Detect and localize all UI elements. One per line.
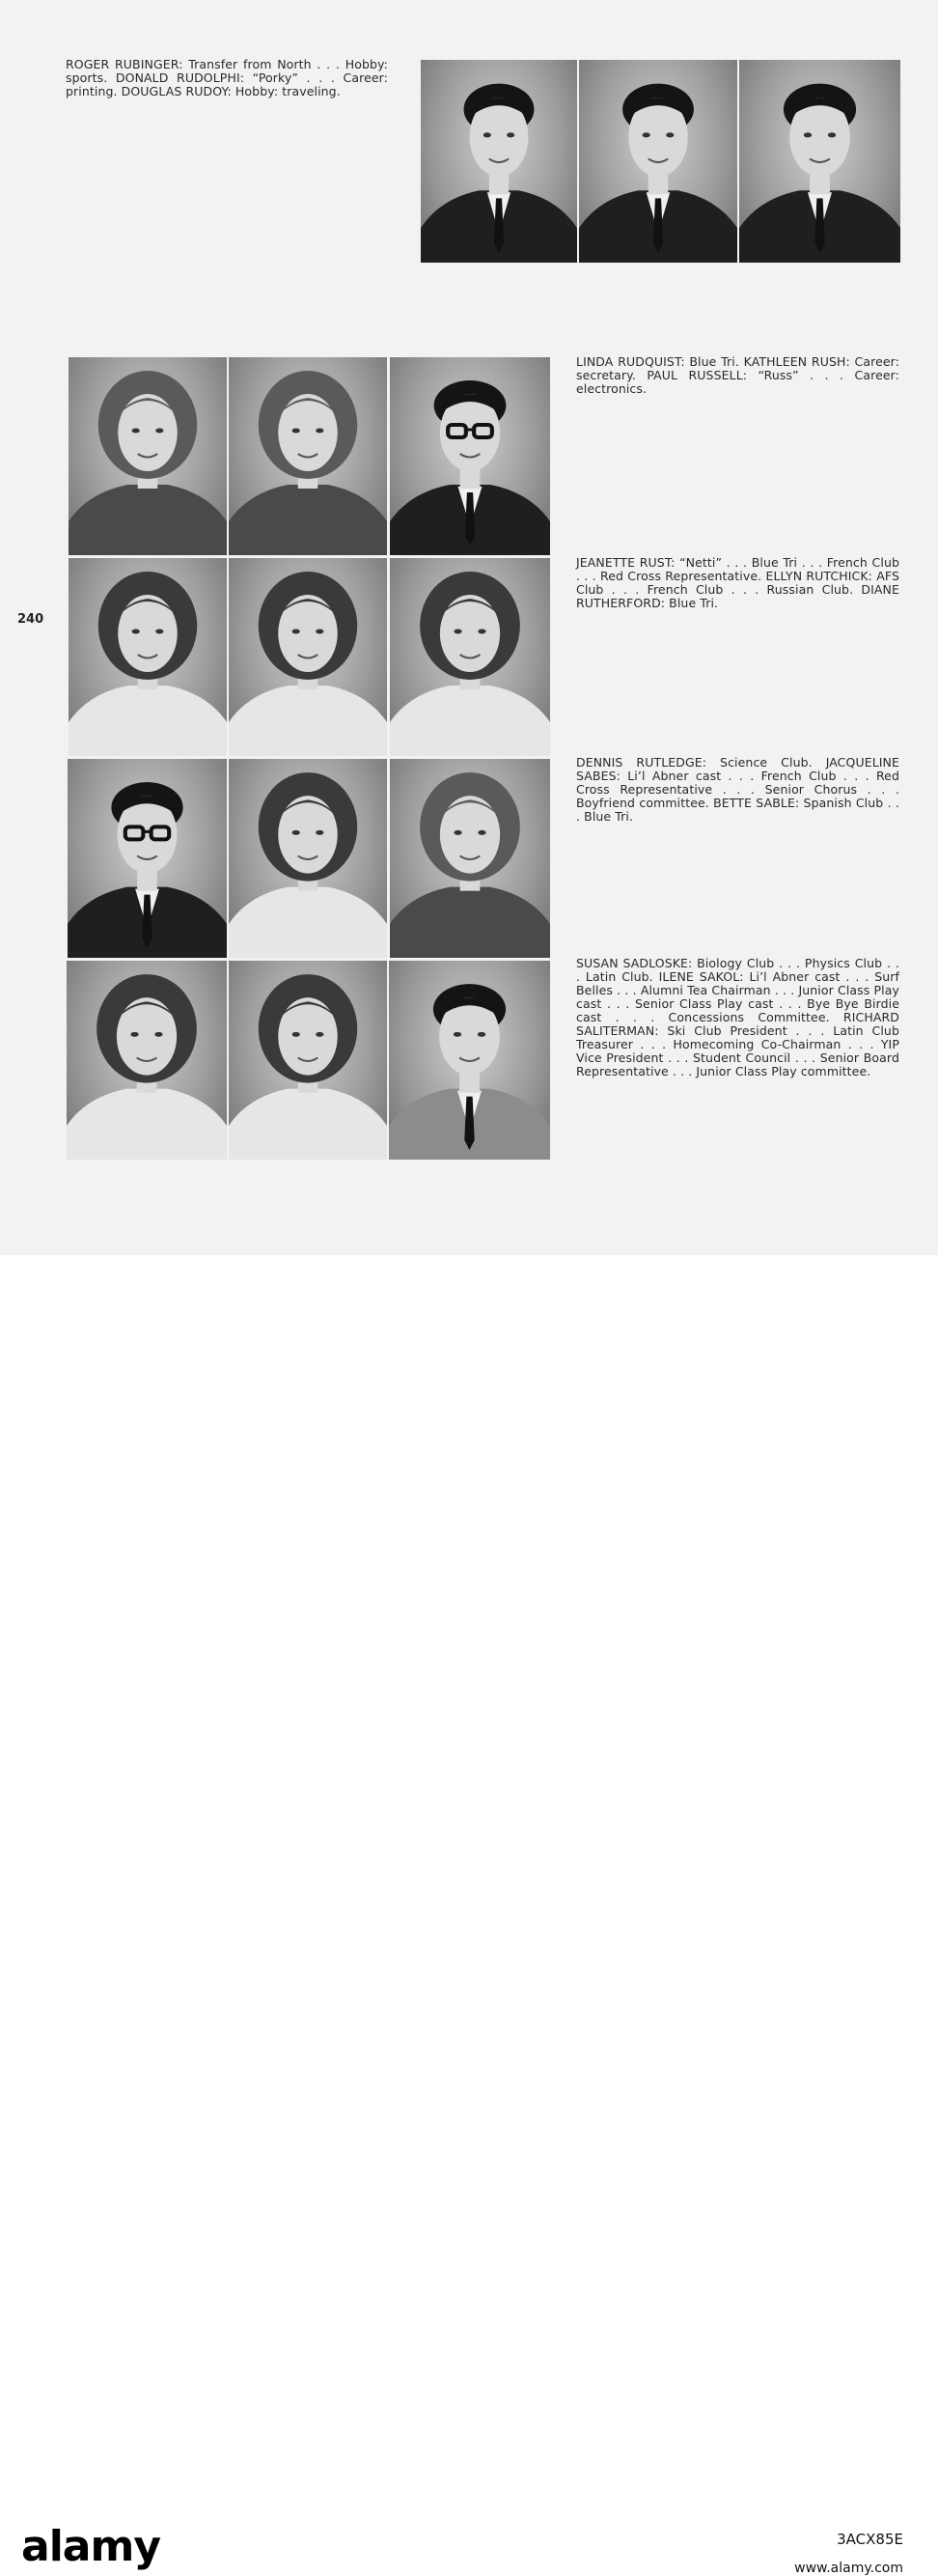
portrait-photo <box>229 357 387 555</box>
portrait-photo <box>69 357 227 555</box>
portrait-photo <box>390 357 550 555</box>
portrait-photo <box>579 60 737 263</box>
caption-row-4: SUSAN SADLOSKE: Biology Club . . . Physics Club . . . Latin Club. ILENE SAKOL: Li’l Abner cast . . . Surf Belles . . . Alumni Tea Chairman . . . Junior Class Play cast . . . Senior Class Play cast . . . Bye Bye Birdie cast . . . Concessions Committee. RICHARD SALITERMAN: Ski Club President . . . Latin Club Treasurer . . . Homecoming Co-Chairman . . . YIP Vice President . . . Student Council . . . Senior Board Representative . . . Junior Class Play committee. <box>576 956 899 1078</box>
portrait-photo <box>390 558 550 756</box>
portrait-photo <box>390 759 550 958</box>
page-number: 240 <box>17 612 44 627</box>
portrait-photo <box>229 558 387 756</box>
yearbook-page <box>0 0 938 1255</box>
portrait-photo <box>68 759 227 958</box>
portrait-photo <box>229 961 387 1160</box>
image-id: 3ACX85E <box>837 2531 903 2548</box>
watermark-footer <box>0 1255 938 2576</box>
caption-row-1: LINDA RUDQUIST: Blue Tri. KATHLEEN RUSH: Career: secretary. PAUL RUSSELL: “Russ” . . . Career: electronics. <box>576 354 899 396</box>
caption-row-3: DENNIS RUTLEDGE: Science Club. JACQUELINE SABES: Li’l Abner cast . . . French Club . . . Red Cross Representative . . . Senior Chorus . . . Boyfriend committee. BETTE SABLE: Spanish Club . . . Blue Tri. <box>576 755 899 824</box>
brand-logo: alamy <box>21 2522 160 2571</box>
portrait-photo <box>69 558 227 756</box>
site-url: www.alamy.com <box>794 2561 903 2576</box>
portrait-photo <box>67 961 227 1160</box>
portrait-photo <box>421 60 577 263</box>
portrait-photo <box>739 60 900 263</box>
portrait-photo <box>229 759 387 958</box>
portrait-photo <box>389 961 550 1160</box>
caption-row-2: JEANETTE RUST: “Netti” . . . Blue Tri . . . French Club . . . Red Cross Representative. ELLYN RUTCHICK: AFS Club . . . French Club . . . Russian Club. DIANE RUTHERFORD: Blue Tri. <box>576 555 899 610</box>
caption-top: ROGER RUBINGER: Transfer from North . . . Hobby: sports. DONALD RUDOLPHI: “Porky” . . . Career: printing. DOUGLAS RUDOY: Hobby: traveling. <box>66 57 388 98</box>
